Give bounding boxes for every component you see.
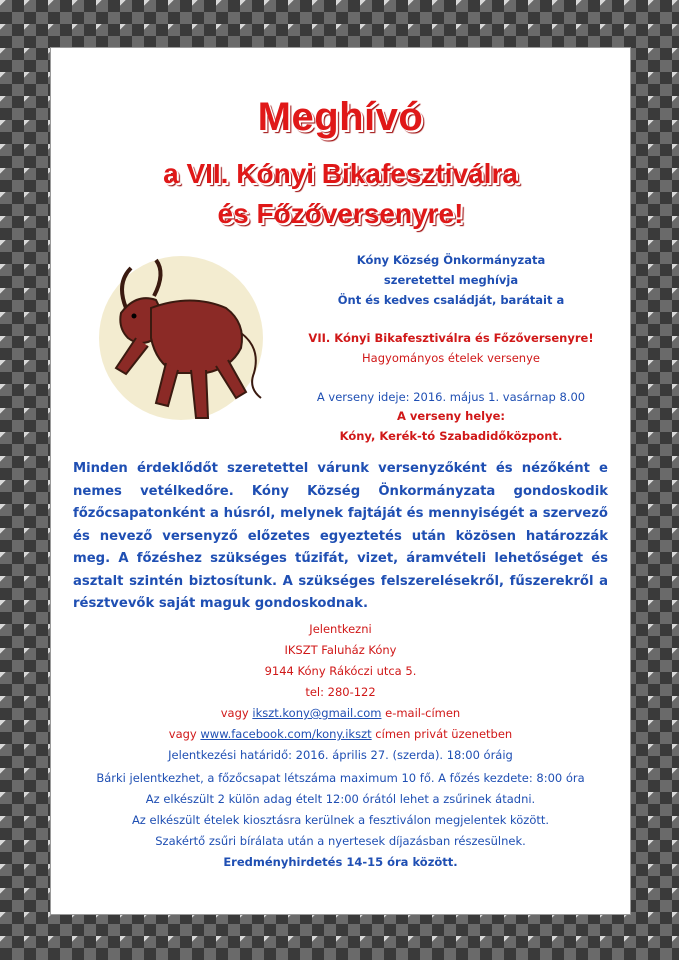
intro-contest: Hagyományos ételek versenye — [362, 351, 540, 365]
title-meghivo: Meghívó — [257, 95, 424, 139]
title-cooking-contest: és Főzőversenyre! — [217, 198, 464, 229]
contest-date: A verseny ideje: 2016. május 1. vasárnap 8.00 — [316, 390, 586, 404]
registration-email-line — [51, 706, 630, 720]
intro-audience: Önt és kedves családját, barátait a — [337, 293, 565, 307]
registration-tel: tel: 280-122 — [305, 685, 376, 699]
rule-jury: Szakértő zsűri bírálata után a nyertesek díjazásban részesülnek. — [155, 834, 526, 848]
invitation-page — [50, 47, 631, 915]
registration-org: IKSZT Faluház Kóny — [284, 643, 397, 657]
contest-place-label: A verseny helye: — [396, 409, 506, 423]
registration-label: Jelentkezni — [309, 622, 372, 636]
facebook-suffix: címen privát üzenetben — [371, 727, 513, 741]
registration-address: 9144 Kóny Rákóczi utca 5. — [264, 664, 417, 678]
contest-place: Kóny, Kerék-tó Szabadidőközpont. — [339, 429, 563, 443]
rule-distribution: Az elkészült ételek kiosztásra kerülnek a fesztiválon megjelentek között. — [131, 813, 550, 827]
intro-event: VII. Kónyi Bikafesztiválra és Főzőversenyre! — [308, 331, 594, 345]
intro-host: Kóny Község Önkormányzata — [356, 253, 546, 267]
registration-deadline: Jelentkezési határidő: 2016. április 27. (szerda). 18:00 óráig — [168, 748, 513, 762]
rule-portions: Az elkészült 2 külön adag ételt 12:00 órától lehet a zsűrinek átadni. — [145, 792, 536, 806]
rule-team-size: Bárki jelentkezhet, a főzőcsapat létszáma maximum 10 fő. A főzés kezdete: 8:00 óra — [96, 771, 585, 785]
email-prefix: vagy — [220, 706, 253, 720]
bull-illustration — [96, 238, 271, 443]
email-suffix: e-mail-címen — [381, 706, 461, 720]
body-paragraph: Minden érdeklődőt szeretettel várunk versenyzőként és nézőként e nemes vetélkedőre. Kóny Község Önkormányzata gondoskodik főzőcsapatonként a húsról, melynek fajtáját és mennyiségét a szervező és nevező versenyző előzetes egyeztetés után közösen határozzák meg. A főzéshez szükséges tűzifát, vizet, áramvételi lehetőséget és asztalt szintén biztosítunk. A szükséges felszerelésekről, fűszerekről a résztvevők saját maguk gondoskodnak. — [73, 461, 608, 611]
facebook-prefix: vagy — [168, 727, 201, 741]
results-announcement: Eredményhirdetés 14-15 óra között. — [223, 855, 458, 869]
registration-facebook-line — [51, 727, 630, 741]
facebook-link[interactable]: www.facebook.com/kony.ikszt — [200, 727, 372, 741]
email-link[interactable]: ikszt.kony@gmail.com — [252, 706, 382, 720]
intro-invites: szeretettel meghívja — [383, 273, 519, 287]
title-festival: a VII. Kónyi Bikafesztiválra — [163, 158, 518, 189]
